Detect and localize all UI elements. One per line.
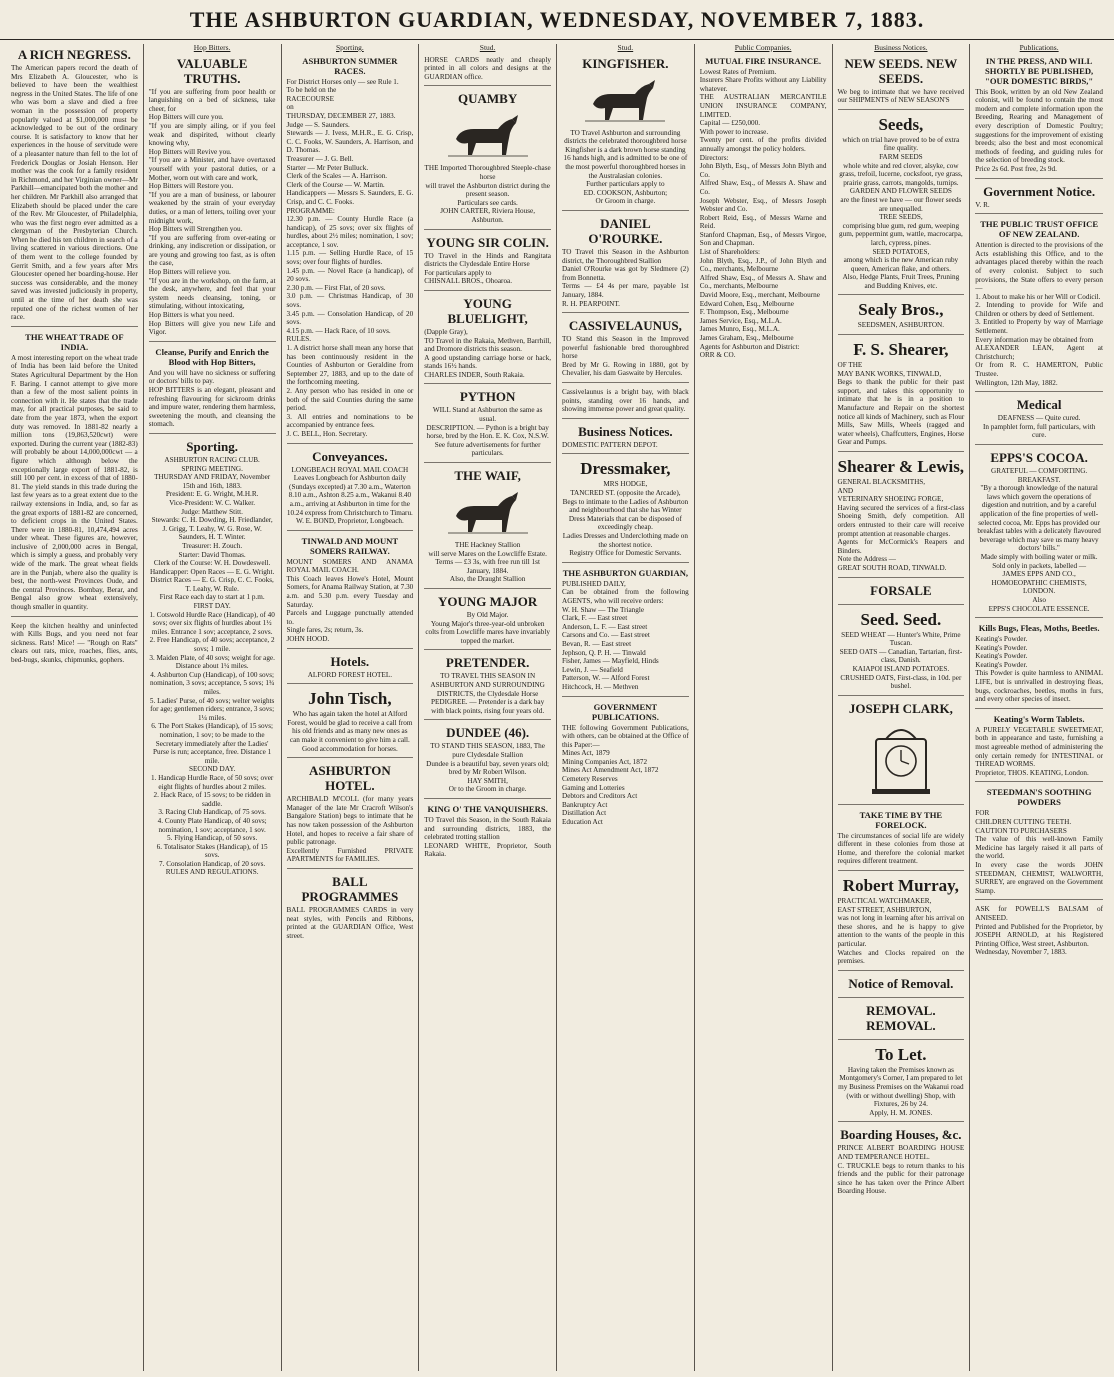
block-body-text: TO Travel in the Hinds and Rangitata districts the Clydesdale Entire Horse For particulars apply to CHISNALL BROS., Ohoaroa. bbox=[424, 251, 551, 286]
block-body-text: "If you are suffering from poor health or languishing on a bed of sickness, take cheer, for Hop Bitters will cure you. "If you are simply ailing, or if you feel weak and dispirited, without clearly knowing why, Hop Bitters will Revive you. "If you are a Minister, and have overtaxed yourself with your pastoral duties, or a Mother, worn out with care and work, Hop Bitters will Restore you. "If you are a man of business, or labourer weakened by the strain of your everyday duties, or a man of letters, toiling over your midnight work, Hop Bitters will Strengthen you. "If you are suffering from over-eating or drinking, any indiscretion or dissipation, or are young and growing too fast, as is often the case, Hop Bitters will relieve you. "If you are in the workshop, on the farm, at the desk, anywhere, and feel that your system needs cleansing, toning, or stimulating, without intoxicating, Hop Bitters is what you need. Hop Bitters will give you new Life and Vigor. bbox=[148, 87, 276, 337]
newspaper-column bbox=[833, 44, 971, 1371]
advertisement-block bbox=[562, 459, 689, 562]
block-heading: Medical bbox=[1016, 397, 1062, 413]
advertisement-block bbox=[838, 810, 965, 871]
block-heading: John Tisch, bbox=[308, 689, 392, 709]
columns bbox=[6, 44, 1108, 1371]
advertisement-block bbox=[11, 332, 138, 617]
block-heading: KING O' THE VANQUISHERS. bbox=[427, 803, 548, 814]
advertisement-block bbox=[975, 450, 1103, 618]
block-heading: KINGFISHER. bbox=[582, 55, 669, 71]
advertisement-block bbox=[838, 340, 965, 452]
block-heading: YOUNG SIR COLIN. bbox=[426, 234, 549, 250]
block-body-text: MRS HODGE, TANCRED ST. (opposite the Arcade), Begs to intimate to the Ladies of Ashburton and neighbourhood that she has Winter Dress Materials that can be disposed of exceedingly cheap. Ladies Dresses and Underclothing made on the shortest notice. Registry Office for Domestic Servants. bbox=[562, 480, 689, 558]
block-body-text: Having taken the Premises known as Montgomery's Corner, I am prepared to let my Business Premises on the Wakanui road (with or without dwelling) Shop, with Fixtures, 26 by 24. Apply, H. M. JONES. bbox=[838, 1065, 964, 1117]
block-heading: Sealy Bros., bbox=[858, 300, 944, 320]
advertisement-block bbox=[838, 1045, 965, 1123]
newspaper-column bbox=[144, 44, 282, 1371]
block-heading: GOVERNMENT PUBLICATIONS. bbox=[591, 701, 659, 722]
column-heading: Stud. bbox=[617, 44, 634, 52]
advertisement-block bbox=[149, 439, 276, 881]
block-body-text: SEEDSMEN, ASHBURTON. bbox=[857, 321, 945, 330]
block-body-text: We beg to intimate that we have received our SHIPMENTS of NEW SEASON'S bbox=[837, 87, 965, 105]
block-body-text: A PURELY VEGETABLE SWEETMEAT, both in appearance and taste, furnishing a most agreeable method of administering the only certain remedy for INTESTINAL or THREAD WORMS. Proprietor, THOS. KEATING, London. bbox=[975, 725, 1103, 777]
block-body-text: Keating's Powder. Keating's Powder. Keating's Powder. Keating's Powder. This Powder is quite harmless to ANIMAL LIFE, but is unrivalled in destroying fleas, bugs, cockroaches, beetles, moths in furs, and every other species of insect. bbox=[975, 635, 1103, 704]
block-body-text: ASHBURTON RACING CLUB. SPRING MEETING. THURSDAY AND FRIDAY, November 15th and 16th, 1883. President: E. G. Wright, M.H.R. Vice-President: W. C. Walker. Judge: Matthew Stitt. Stewards: C. H. Dowding, H. Friedlander, J. Grigg, T. Leahy, W. G. Rose, W. Saunders, H. T. Winter. Treasurer: H. Zouch. Starter: David Thomas. Clerk of the Course: W. H. Dowdeswell. Handicapper: Open Races — E. G. Wright. District Races — E. G. Crisp, C. C. Fooks, T. Leahy, W. Rule. First Race each day to start at 1 p.m. FIRST DAY. 1. Cotswold Hurdle Race (Handicap), of 40 sovs; over six flights of hurdles about 1½ miles. Entrance 1 sov; acceptance, 2 sovs. 2. Free Handicap, of 40 sovs; acceptance, 2 sovs; 1 mile. 3. Maiden Plate, of 40 sovs; weight for age. Distance about 1¼ miles. 4. Ashburton Cup (Handicap), of 100 sovs; nomination, 3 sovs; acceptance, 5 sovs; 1¾ miles. 5. Ladies' Purse, of 40 sovs; welter weights for age; gentlemen riders; entrance, 3 sovs; 1¼ miles. 6. The Port Stakes (Handicap), of 15 sovs; nomination, 1 sov; to be made to the Secretary immediately after the Ladies' Purse is run; acceptance, free. Distance 1 mile. SECOND DAY. 1. Handicap Hurdle Race, of 50 sovs; over eight flights of hurdles about 2 miles. 2. Hack Race, of 15 sovs; to be ridden in saddle. 3. Racing Club Handicap, of 75 sovs. 4. County Plate Handicap, of 40 sovs; nomination, 1 sov; acceptance, 1 sov. 5. Flying Handicap, of 50 sovs. 6. Totalisator Stakes (Handicap), of 15 sovs. 7. Consolation Handicap, of 20 sovs. RULES AND REGULATIONS. bbox=[149, 455, 275, 877]
block-heading: Business Notices. bbox=[578, 423, 673, 439]
block-heading: THE WAIF, bbox=[454, 468, 521, 484]
block-heading: THE ASHBURTON GUARDIAN, bbox=[562, 567, 689, 578]
block-body-text: ALFORD FOREST HOTEL. bbox=[307, 670, 393, 679]
block-heading: To Let. bbox=[875, 1044, 927, 1064]
block-body-text: LONGBEACH ROYAL MAIL COACH Leaves Longbeach for Ashburton daily (Sundays excepted) at 7.30 a.m., Waterton 8.10 a.m., Ashton 8.25 a.m., Wakanui 8.40 a.m., arriving at Ashburton in time for the 10.24 express from Christchurch to Timaru. W. E. BOND, Proprietor, Longbeach. bbox=[286, 465, 413, 526]
column-heading: Business Notices. bbox=[874, 44, 928, 52]
advertisement-block bbox=[424, 235, 551, 291]
block-heading: TAKE TIME BY THE FORELOCK. bbox=[859, 809, 943, 830]
block-heading: JOSEPH CLARK, bbox=[848, 700, 953, 716]
block-heading: Hotels. bbox=[330, 653, 370, 669]
advertisement-block bbox=[975, 397, 1103, 445]
advertisement-block bbox=[287, 56, 414, 444]
advertisement-block bbox=[287, 654, 414, 685]
advertisement-block bbox=[11, 47, 138, 327]
block-heading: IN THE PRESS, AND WILL SHORTLY BE PUBLISHED, "OUR DOMESTIC BIRDS," bbox=[985, 55, 1094, 86]
advertisement-block bbox=[838, 876, 965, 971]
block-heading: Shearer & Lewis, bbox=[837, 457, 965, 476]
block-body-text: Attention is directed to the provisions of the Acts establishing this Office, and to the advantages placed thereby within the reach of every colonist. Subject to such provisions, the State offers to every person — 1. About to make his or her Will or Codicil. 2. Intending to provide for Wife and Children or others by deed of Settlement. 3. Entitled to Property by way of Marriage Settlement. Every information may be obtained from ALEXANDER LEAN, Agent at Christchurch; Or from R. C. HAMERTON, Public Trustee. Wellington, 12th May, 1882. bbox=[975, 241, 1103, 387]
advertisement-block bbox=[424, 91, 551, 229]
block-body-text: MOUNT SOMERS AND ANAMA ROYAL MAIL COACH. This Coach leaves Howe's Hotel, Mount Somers, for Anama Railway Station, at 7.30 a.m. and 5.30 p.m. every Tuesday and Saturday. Parcels and Luggage punctually attended to. Single fares, 2s; return, 3s. JOHN HOOD. bbox=[286, 557, 414, 644]
block-body-text: TO TRAVEL THIS SEASON IN ASHBURTON AND SURROUNDING DISTRICTS, the Clydesdale Horse PEDIGREE. — Pretender is a dark bay with black points, rising four years old. bbox=[430, 672, 545, 715]
horse-illustration-icon bbox=[446, 109, 530, 161]
block-body-text: TO Travel this Season in the Ashburton district, the Thoroughbred Stallion Daniel O'Rourke was got by Sledmere (2) from Bonnetta. Terms — £4 4s per mare, payable 1st January, 1884. R. H. PEARPOINT. bbox=[562, 247, 689, 308]
advertisement-block bbox=[424, 56, 551, 87]
advertisement-block bbox=[975, 714, 1103, 783]
block-heading: YOUNG BLUELIGHT, bbox=[447, 295, 528, 326]
block-body-text: This Book, written by an old New Zealand colonist, will be found to contain the most modern and complete information upon the Breeding, Rearing and Management of every description of Domestic Poultry; suggestions for the improvement of existing breeds; also the best and most economical methods of feeding, and guiding rules for the selection of breeding stock. Price 2s 6d. Post free, 2s 9d. bbox=[975, 87, 1103, 173]
block-heading: CASSIVELAUNUS, bbox=[568, 318, 682, 334]
block-body-text: TO Travel this Season, in the South Rakaia and surrounding districts, 1883, the celebrated trotting stallion LEONARD WHITE, Proprietor, South Rakaia. bbox=[424, 815, 551, 859]
advertisement-block bbox=[287, 536, 414, 649]
block-heading: Cleanse, Purify and Enrich the Blood with Hop Bitters, bbox=[155, 346, 269, 367]
block-heading: Government Notice. bbox=[983, 183, 1096, 199]
block-body-text: OF THE MAY BANK WORKS, TINWALD, Begs to thank the public for their past support, and takes this opportunity to intimate that he is in a position to Manufacture and Repair on the shortest notice all kinds of Machinery, such as Flour Mills, Saw Mills, Wheels (ragged and water wheels), Chaffcutters, Engines, Horse Gear and Pumps. bbox=[837, 361, 965, 447]
advertisement-block bbox=[424, 655, 551, 720]
advertisement-block bbox=[149, 56, 276, 342]
block-body-text: TO STAND THIS SEASON, 1883, The pure Clydesdale Stallion Dundee is a beautiful bay, seven years old; bred by Mr Robert Wilson. HAY SMITH, Or to the Groom in charge. bbox=[426, 742, 550, 794]
newspaper-column bbox=[282, 44, 420, 1371]
advertisement-block bbox=[287, 763, 414, 869]
newspaper-column bbox=[557, 44, 695, 1371]
block-heading: Robert Murray, bbox=[842, 876, 959, 896]
block-heading: A RICH NEGRESS. bbox=[17, 47, 131, 62]
advertisement-block bbox=[975, 905, 1103, 961]
block-body-text: ASK for POWELL'S BALSAM of ANISEED. Printed and Published for the Proprietor, by JOSEPH ARNOLD, at his Registered Printing Office, West street, Ashburton. Wednesday, November 7, 1883. bbox=[975, 905, 1103, 957]
advertisement-block bbox=[562, 216, 689, 313]
horse-illustration-icon bbox=[446, 486, 530, 538]
block-heading: REMOVAL. REMOVAL. bbox=[866, 1002, 936, 1033]
block-heading: Sporting. bbox=[186, 438, 238, 454]
advertisement-block bbox=[562, 568, 689, 697]
block-body-text: Cassivelaunus is a bright bay, with black points, standing over 16 hands, and showing immense power and great quality. bbox=[562, 388, 689, 414]
block-body-text: Keep the kitchen healthy and uninfected with Kills Bugs, and you need not fear sickness. Rats! Mice! — "Rough on Rats" clears out rats, mice, roaches, flies, ants, bed-bugs, skunks, chipmunks, gophers. bbox=[11, 621, 138, 664]
block-body-text: And you will have no sickness or suffering or doctors' bills to pay. HOP BITTERS is an elegant, pleasant and refreshing flavouring for sickroom drinks and impure water, rendering them harmless, sweetening the mouth, and cleansing the stomach. bbox=[148, 368, 276, 429]
newspaper-column bbox=[6, 44, 144, 1371]
block-heading: ASHBURTON SUMMER RACES. bbox=[302, 55, 398, 76]
advertisement-block bbox=[838, 1127, 965, 1200]
block-body-text: FOR CHILDREN CUTTING TEETH. CAUTION TO PURCHASERS The value of this well-known Family Medicine has largely raised it all parts of the world. In every case the words JOHN STEEDMAN, CHEMIST, WALWORTH, SURREY, are engraved on the Government Stamp. bbox=[975, 809, 1103, 895]
newspaper-column bbox=[695, 44, 833, 1371]
block-heading: QUAMBY bbox=[458, 91, 518, 107]
block-body-text: For District Horses only — see Rule 1. To be held on the RACECOURSE on THURSDAY, DECEMBER 27, 1883. Judge — S. Saunders. Stewards — J. Ivess, M.H.R., E. G. Crisp, C. C. Fooks, W. Saunders, A. Harrison, and D. Thomas. Treasurer — J. G. Bell. Starter — Mr Peter Bulluck. Clerk of the Scales — A. Harrison. Clerk of the Course — W. Martin. Handicappers — Messrs S. Saunders, E. G. Crisp, and C. C. Fooks. PROGRAMME: 12.30 p.m. — County Hurdle Race (a handicap), of 25 sovs; over six flights of hurdles, about 2½ miles; nomination, 1 sov; acceptance, 1 sov. 1.15 p.m. — Selling Hurdle Race, of 15 sovs; over four flights of hurdles. 1.45 p.m. — Novel Race (a handicap), of 20 sovs. 2.30 p.m. — First Flat, of 20 sovs. 3.0 p.m. — Christmas Handicap, of 30 sovs. 3.45 p.m. — Consolation Handicap, of 20 sovs. 4.15 p.m. — Hack Race, of 10 sovs. RULES. 1. A district horse shall mean any horse that has been continuously resident in the Counties of Ashburton or Geraldine from September 27, 1883, and up to the date of the forthcoming meeting. 2. Any person who has resided in one or both of the said Counties during the same period. 3. All entries and nominations to be accompanied by entrance fees. J. C. BELL, Hon. Secretary. bbox=[286, 77, 414, 438]
newspaper-column bbox=[419, 44, 557, 1371]
advertisement-block bbox=[424, 296, 551, 385]
advertisement-block bbox=[424, 804, 551, 863]
advertisement-block bbox=[838, 115, 965, 296]
advertisement-block bbox=[838, 56, 965, 110]
block-body-text: SEED WHEAT — Hunter's White, Prime Tuscan. SEED OATS — Canadian, Tartarian, first-class, Danish. KAIAPOI ISLAND POTATOES. CRUSHED OATS, First-class, in 10d. per bushel. bbox=[839, 630, 963, 691]
advertisement-block bbox=[838, 976, 965, 998]
advertisement-block bbox=[424, 389, 551, 463]
block-body-text: V. R. bbox=[975, 200, 990, 209]
block-heading: Seed. Seed. bbox=[860, 609, 942, 629]
masthead bbox=[0, 0, 1114, 40]
advertisement-block bbox=[424, 468, 551, 589]
block-body-text: DEAFNESS — Quite cured. In pamphlet form, full particulars, with cure. bbox=[982, 414, 1096, 440]
block-body-text: (Dapple Gray), TO Travel in the Rakaia, Methven, Barrhill, and Dromore districts this season. A good upstanding carriage horse or hack, stands 16½ hands. CHARLES INDER, South Rakaia. bbox=[424, 327, 551, 379]
column-heading: Publications. bbox=[1019, 44, 1059, 52]
column-heading: Hop Bitters. bbox=[193, 44, 231, 52]
advertisement-block bbox=[287, 449, 414, 531]
block-body-text: The American papers record the death of Mrs Elizabeth A. Gloucester, who is believed to have been the wealthiest negress in the United States. The life of one who was born a slave and died a free woman in the possession of property popularly valued at $1,000,000 must be acknowledged to be out of the ordinary course. It is satisfactory to know that her experiences in the house of servitude were of a pleasanter nature than fell to the lot of Frederick Douglas or Josiah Henson. Her mother was the cook for a family resident in Richmond, and her Virginian owner—Mr Parkhill—emancipated both the mother and her children. Mr Parkhill also arranged that Elizabeth should be placed under the care of the Rev. Mr Gloucester, of Philadelphia, who was the first negro ever admitted as a clergyman of the Presbyterian Church. When he died his ten children in search of a living scattered in various directions. One of them went to the college founded by Gerrit Smith, and a few years after Mrs Gloucester opened her boarding-house. Her success was considerable, and the money saved was invested judiciously in property, until at the time of her death she was reputed one of the richest women of her race. bbox=[11, 64, 138, 322]
block-heading: DANIEL O'ROURKE. bbox=[588, 215, 663, 246]
mantel-clock-icon bbox=[866, 719, 936, 797]
block-heading: F. S. Shearer, bbox=[853, 340, 949, 360]
block-body-text: Lowest Rates of Premium. Insurers Share Profits without any Liability whatever. THE AUSTRALIAN MERCANTILE UNION INSURANCE COMPANY, LIMITED. Capital — £250,000. With power to increase. Twenty per cent. of the profits divided annually amongst the policy holders. Directors: John Blyth, Esq., of Messrs John Blyth and Co. Alfred Shaw, Esq., of Messrs A. Shaw and Co. Joseph Webster, Esq., of Messrs Joseph Webster and Co. Robert Reid, Esq., of Messrs Warne and Reid. Stanford Chapman, Esq., of Messrs Virgoe, Son and Chapman. List of Shareholders: John Blyth, Esq., J.P., of John Blyth and Co., merchants, Melbourne Alfred Shaw, Esq., of Messrs A. Shaw and Co., merchants, Melbourne David Moore, Esq., merchant, Melbourne Edward Cohen, Esq., Melbourne F. Thompson, Esq., Melbourne James Service, Esq., M.L.A. James Munro, Esq., M.L.A. James Graham, Esq., Melbourne Agents for Ashburton and District: ORR & CO. bbox=[699, 67, 827, 360]
block-body-text: The circumstances of social life are widely different in these colonies from those at Home, and therefore the colonial market requires different treatment. bbox=[837, 831, 965, 866]
block-body-text: WILL Stand at Ashburton the same as usual. DESCRIPTION. — Python is a bright bay horse, bred by the Hon. E. K. Cox, N.S.W. See future advertisements for further particulars. bbox=[426, 406, 549, 458]
advertisement-block bbox=[975, 623, 1103, 709]
advertisement-block bbox=[838, 457, 965, 578]
block-heading: VALUABLE TRUTHS. bbox=[176, 55, 248, 86]
block-body-text: DOMESTIC PATTERN DEPOT. bbox=[562, 440, 658, 449]
block-body-text: GENERAL BLACKSMITHS, AND VETERINARY SHOEING FORGE, Having secured the services of a first-class Shoeing Smith, defy competition. All orders entrusted to their care will receive prompt attention at reasonable charges. Agents for McCormick's Reapers and Binders. Note the Address — GREAT SOUTH ROAD, TINWALD. bbox=[837, 478, 965, 572]
block-heading: NEW SEEDS. NEW SEEDS. bbox=[844, 55, 958, 86]
advertisement-block bbox=[975, 56, 1103, 179]
block-body-text: GRATEFUL — COMFORTING. BREAKFAST. "By a thorough knowledge of the natural laws which govern the operations of digestion and nutrition, and by a careful application of the fine properties of well-selected cocoa, Mr. Epps has provided our breakfast tables with a delicately flavoured beverage which may save us many heavy doctors' bills." Made simply with boiling water or milk. Sold only in packets, labelled — JAMES EPPS AND CO., HOMOEOPATHIC CHEMISTS, LONDON. Also EPPS'S CHOCOLATE ESSENCE. bbox=[977, 467, 1101, 613]
block-body-text: THE Imported Thoroughbred Steeple-chase horse will travel the Ashburton district during the present season. Particulars see cards. JOHN CARTER, Riviera House, Ashburton. bbox=[424, 164, 551, 224]
newspaper-title: THE ASHBURTON GUARDIAN, WEDNESDAY, NOVEMBER 7, 1883. bbox=[189, 6, 925, 32]
block-body-text: By Old Major. Young Major's three-year-old unbroken colts from Lowcliffe mares have invariably topped the market. bbox=[425, 611, 550, 645]
block-heading: YOUNG MAJOR bbox=[437, 594, 538, 609]
column-heading: Sporting. bbox=[336, 44, 364, 52]
block-heading: PRETENDER. bbox=[445, 655, 530, 671]
block-body-text: TO Stand this Season in the Improved powerful fashionable bred thoroughbred horse Bred by Mr G. Rowing in 1880, got by Chevalier, his dam Gaswaite by Hercules. bbox=[562, 335, 689, 378]
block-heading: TINWALD AND MOUNT SOMERS RAILWAY. bbox=[301, 535, 399, 556]
advertisement-block bbox=[562, 388, 689, 419]
block-heading: THE WHEAT TRADE OF INDIA. bbox=[25, 331, 124, 352]
advertisement-block bbox=[975, 787, 1103, 900]
block-body-text: which on trial have proved to be of extra fine quality. FARM SEEDS whole white and red clover, alsyke, cow grass, trefoil, lucerne, cocksfoot, rye grass, prairie grass, carrots, mangolds, turnips. GARDEN AND FLOWER SEEDS are the finest we have — our flower seeds are unequalled. TREE SEEDS, comprising blue gum, red gum, weeping gum, peppermint gum, wattle, macrocarpa, larch, cypress, pines. SEED POTATOES, among which is the new American ruby queen, American flake, and others. Also, Hedge Plants, Fruit Trees, Pruning and Budding Knives, etc. bbox=[839, 135, 963, 290]
advertisement-block bbox=[11, 622, 138, 669]
block-heading: PYTHON bbox=[459, 389, 516, 405]
block-heading: Keating's Worm Tablets. bbox=[993, 713, 1085, 724]
block-body-text: BALL PROGRAMMES CARDS in very neat styles, with Pencils and Ribbons, printed at the GUARDIAN Office, West street. bbox=[286, 905, 414, 940]
block-body-text: Who has again taken the hotel at Alford Forest, would be glad to receive a call from his old friends and as many new ones as can make it convenient to give him a call. Good accommodation for horses. bbox=[287, 710, 413, 753]
block-body-text: PUBLISHED DAILY, Can be obtained from the following AGENTS, who will receive orders: W. H. Shaw — The Triangle Clark, F. — East street Anderson, L. F. — East street Carsons and Co. — East street Bevan, R. — East street Jephson, Q. P. H. — Tinwald Fisher, James — Mayfield, Hinds Lewin, J. — Seafield Patterson, W. — Alford Forest Hitchcock, H. — Methven bbox=[562, 579, 689, 691]
advertisement-block bbox=[287, 689, 414, 758]
advertisement-block bbox=[562, 318, 689, 383]
block-heading: Notice of Removal. bbox=[848, 975, 954, 991]
advertisement-block bbox=[975, 184, 1103, 215]
block-body-text: THE following Government Publications, with others, can be obtained at the Office of this Paper:— Mines Act, 1879 Mining Companies Act, 1872 Mines Act Amendment Act, 1872 Cemetery Reserves Gaming and Lotteries Debtors and Creditors Act Bankruptcy Act Distillation Act Education Act bbox=[562, 723, 689, 827]
block-body-text: ARCHIBALD M'COLL (for many years Manager of the late Mr Cracroft Wilson's Bangalore Station) begs to intimate that he has now taken possession of the Ashburton Hotel, and hopes to receive a fair share of public patronage. Excellently Furnished PRIVATE APARTMENTS for FAMILIES. bbox=[286, 795, 414, 864]
block-body-text: THE Hackney Stallion will serve Mares on the Lowcliffe Estate. Terms — £3 3s, with free run till 1st January, 1884. Also, the Draught Stallion bbox=[428, 541, 547, 584]
advertisement-block bbox=[838, 610, 965, 696]
block-heading: Boarding Houses, &c. bbox=[840, 1127, 962, 1143]
advertisement-block bbox=[287, 874, 414, 944]
advertisement-block bbox=[562, 702, 689, 831]
block-body-text: A most interesting report on the wheat trade of India has been laid before the United States Agricultural Department by the Hon F. Baring. I cannot attempt to give more than a few of the most salient points in connection with it. He states that the trade may, for all practical purposes, be said to date from the year 1873, when the export duty was removed. In 1881-82 nearly a million tons (19,863,520cwt) were exported. During the current year (1882-83) will probably be about 14,000,000cwt — a figure which although below the exceptionally large export of 1881-82, is still 100 per cent. in excess of that of 1880-81. The yield stands in this trade during the last few years as to a great extent due to the railway extensions in India, and, so far as the great exports of 1881-82 are concerned, to deficient crops in the United States. There were in 1880-81, 10,474,494 acres under wheat. These figures are, however, inclusive of 2,000,000 acres in Bengal, which is simply a guess, and probably very wide of the mark. The great wheat fields are in the Punjab, where also the quality is best, the north-west Provinces Oude, and the central Provinces. Bombay, Berar, and Bengal also grow wheat extensively, though smaller in quantity. bbox=[11, 353, 138, 612]
column-heading: Stud. bbox=[479, 44, 496, 52]
advertisement-block bbox=[838, 1003, 965, 1040]
block-body-text: TO Travel Ashburton and surrounding districts the celebrated thoroughbred horse Kingfisher is a dark brown horse standing 16 hands high, and is admitted to be one of the most powerful thoroughbred horses in the Australasian colonies. Further particulars apply to ED. COOKSON, Ashburton; Or Groom in charge. bbox=[563, 128, 688, 206]
advertisement-block bbox=[562, 424, 689, 455]
advertisement-block bbox=[838, 701, 965, 805]
block-body-text: HORSE CARDS neatly and cheaply printed in all colors and designs at the GUARDIAN office. bbox=[424, 55, 551, 81]
newspaper-column bbox=[970, 44, 1108, 1371]
block-heading: MUTUAL FIRE INSURANCE. bbox=[705, 55, 822, 66]
advertisement-block bbox=[975, 219, 1103, 392]
advertisement-block bbox=[424, 725, 551, 799]
advertisement-block bbox=[838, 583, 965, 605]
block-heading: FORSALE bbox=[870, 582, 932, 598]
block-heading: STEEDMAN'S SOOTHING POWDERS bbox=[986, 787, 1092, 808]
advertisement-block bbox=[149, 347, 276, 434]
block-heading: Seeds, bbox=[878, 114, 924, 134]
advertisement-block bbox=[700, 56, 827, 364]
block-heading: ASHBURTON HOTEL. bbox=[309, 763, 391, 794]
block-body-text: PRACTICAL WATCHMAKER, EAST STREET, ASHBURTON, was not long in learning after his arrival on these shores, and he is happy to give attention to the wants of the people in this particular. Watches and Clocks repaired on the premises. bbox=[837, 897, 965, 966]
block-heading: Kills Bugs, Fleas, Moths, Beetles. bbox=[978, 623, 1100, 634]
block-heading: EPPS'S COCOA. bbox=[990, 450, 1088, 465]
block-body-text: PRINCE ALBERT BOARDING HOUSE AND TEMPERANCE HOTEL. C. TRUCKLE begs to return thanks to his friends and the public for their patronage since he has taken over the Prince Albert Boarding House. bbox=[837, 1144, 965, 1196]
column-heading: Public Companies. bbox=[734, 44, 792, 52]
advertisement-block bbox=[838, 300, 965, 335]
block-heading: DUNDEE (46). bbox=[446, 725, 530, 741]
block-heading: THE PUBLIC TRUST OFFICE OF NEW ZEALAND. bbox=[980, 219, 1099, 240]
advertisement-block bbox=[424, 594, 551, 650]
advertisement-block bbox=[562, 56, 689, 211]
block-heading: BALL PROGRAMMES bbox=[301, 873, 399, 904]
block-heading: Dressmaker, bbox=[580, 459, 671, 479]
block-heading: Conveyances. bbox=[312, 448, 388, 464]
horse-illustration-icon bbox=[583, 74, 667, 126]
